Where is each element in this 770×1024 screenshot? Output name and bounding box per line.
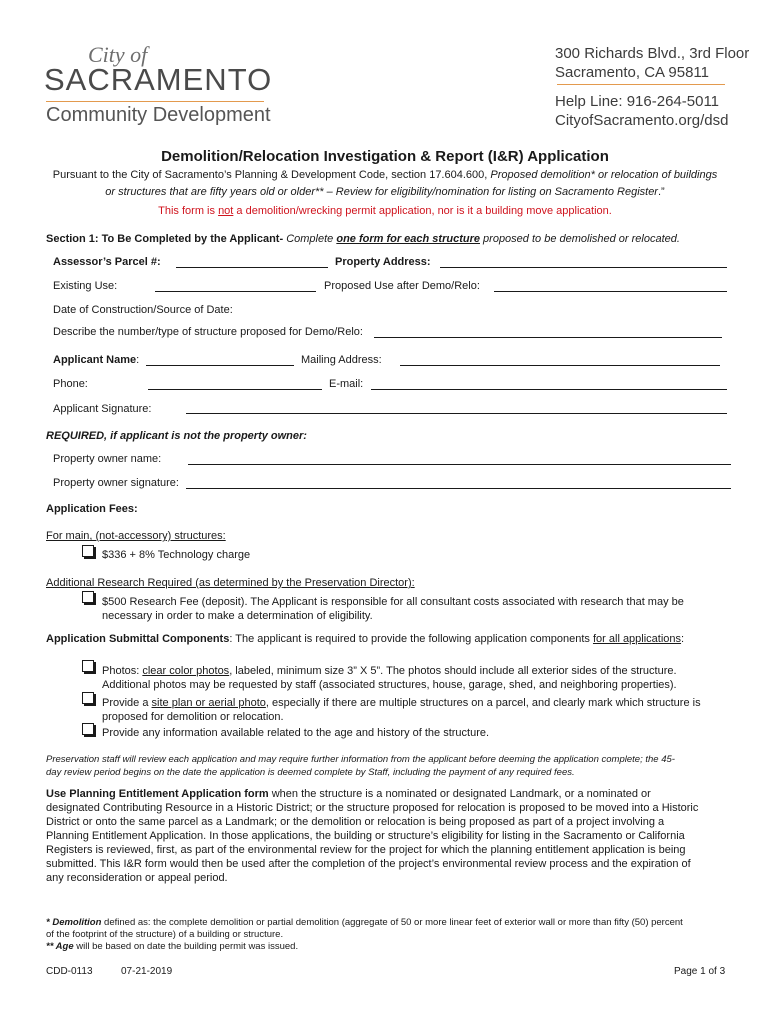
email-label: E-mail: [329, 378, 364, 390]
applicant-name-label: Applicant Name: [53, 354, 140, 366]
property-address-field[interactable] [440, 267, 727, 268]
parcel-label: Assessor’s Parcel #: [53, 256, 161, 268]
address-line-2: Sacramento, CA 95811 [555, 64, 709, 81]
staff-review-note: Preservation staff will review each application and may require further information from the applicant before deeming the application complete; the 45- day review period begins on the date the application is deemed complete by Staff, including the payment of any required fees. [46, 754, 675, 778]
section-1-heading: Section 1: To Be Completed by the Applicant- Complete one form for each structure proposed to be demolished or relocated. [46, 233, 680, 245]
email-field[interactable] [371, 389, 727, 390]
existing-use-field[interactable] [155, 291, 316, 292]
owner-name-label: Property owner name: [53, 453, 162, 465]
proposed-use-label: Proposed Use after Demo/Relo: [324, 280, 480, 292]
required-owner-heading: REQUIRED, if applicant is not the property owner: [46, 430, 307, 442]
existing-use-label: Existing Use: [53, 280, 118, 292]
logo-divider [46, 101, 264, 102]
phone-label: Phone: [53, 378, 88, 390]
logo-sacramento-text: SACRAMENTO [44, 62, 273, 97]
history-checkbox[interactable] [82, 723, 94, 735]
owner-signature-label: Property owner signature: [53, 477, 179, 489]
footnotes: * Demolition defined as: the complete demolition or partial demolition (aggregate of 50 or more linear feet of exterior wall or more than fifty (50) percent of the footprint of the structure) of a building or structure. ** Age will be based on date the building permit was issued. [46, 917, 683, 952]
address-line-1: 300 Richards Blvd., 3rd Floor [555, 45, 750, 62]
fees-heading: Application Fees: [46, 503, 138, 515]
main-structures-heading: For main, (not-accessory) structures: [46, 530, 226, 542]
site-plan-text: Provide a site plan or aerial photo, especially if there are multiple structures on a parcel, and clearly mark which structure is proposed for demolition or relocation. [102, 697, 701, 723]
page-title: Demolition/Relocation Investigation & Report (I&R) Application [161, 148, 609, 165]
form-number: CDD-0113 [46, 966, 93, 977]
fee-main-text: $336 + 8% Technology charge [102, 549, 251, 561]
date-construction-label: Date of Construction/Source of Date: [53, 304, 233, 316]
notice-text: This form is not a demolition/wrecking permit application, nor is it a building move application. [158, 205, 612, 217]
proposed-use-field[interactable] [494, 291, 727, 292]
describe-label: Describe the number/type of structure proposed for Demo/Relo: [53, 326, 363, 338]
logo-city-text: City of [88, 42, 148, 67]
form-date: 07-21-2019 [121, 966, 173, 977]
entitlement-paragraph: Use Planning Entitlement Application form when the structure is a nominated or designated Landmark, or a nominated or designated Contributing Resource in a Historic District; or the structure proposed for relocation is proposed to be moved into a Historic District or onto the same parcel as a Landmark; or the demolition or relocation is being proposed as part of a project involving a Planning Entitlement Application. In those applications, the building or structure’s eligibility for listing in the Sacramento or California Registers is reviewed, first, as part of the environmental review for the project for which the planning entitlement application is being submitted. This I&R form would then be used after the completion of the project’s environmental review process and the expiration of any reconsideration or appeal period. [46, 788, 699, 884]
logo-subtitle: Community Development [46, 104, 271, 126]
research-heading: Additional Research Required (as determined by the Preservation Director): [46, 577, 415, 589]
site-plan-checkbox[interactable] [82, 692, 94, 704]
intro-text: Pursuant to the City of Sacramento’s Planning & Development Code, section 17.604.600, Proposed demolition* or relocation of buildings or structures that are fifty years old or older** – Review for eligibility/nomination for listing on Sacramento Register.” [52, 169, 718, 198]
mailing-address-label: Mailing Address: [301, 354, 382, 366]
phone-field[interactable] [148, 389, 322, 390]
fee-main-checkbox[interactable] [82, 545, 94, 557]
website: CityofSacramento.org/dsd [555, 112, 729, 129]
fee-research-checkbox[interactable] [82, 591, 94, 603]
fee-research-text: $500 Research Fee (deposit). The Applicant is responsible for all consultant costs associated with research that may be necessary in order to make a determination of eligibility. [102, 596, 684, 622]
applicant-signature-field[interactable] [186, 413, 727, 414]
photos-text: Photos: clear color photos, labeled, minimum size 3” X 5”. The photos should include all exterior sides of the structure. Additional photos may be requested by staff (associated structures, house, garage, shed, and neighboring properties). [102, 665, 677, 691]
parcel-field[interactable] [176, 267, 328, 268]
page-number: Page 1 of 3 [674, 966, 726, 977]
owner-signature-field[interactable] [186, 488, 731, 489]
applicant-signature-label: Applicant Signature: [53, 403, 152, 415]
address-divider [557, 84, 725, 85]
property-address-label: Property Address: [335, 256, 431, 268]
helpline: Help Line: 916-264-5011 [555, 93, 720, 110]
photos-checkbox[interactable] [82, 660, 94, 672]
describe-field[interactable] [374, 337, 722, 338]
history-text: Provide any information available related to the age and history of the structure. [102, 727, 490, 739]
owner-name-field[interactable] [188, 464, 731, 465]
mailing-address-field[interactable] [400, 365, 720, 366]
components-heading: Application Submittal Components: The applicant is required to provide the following application components for all applications: [46, 633, 685, 645]
applicant-name-field[interactable] [146, 365, 294, 366]
